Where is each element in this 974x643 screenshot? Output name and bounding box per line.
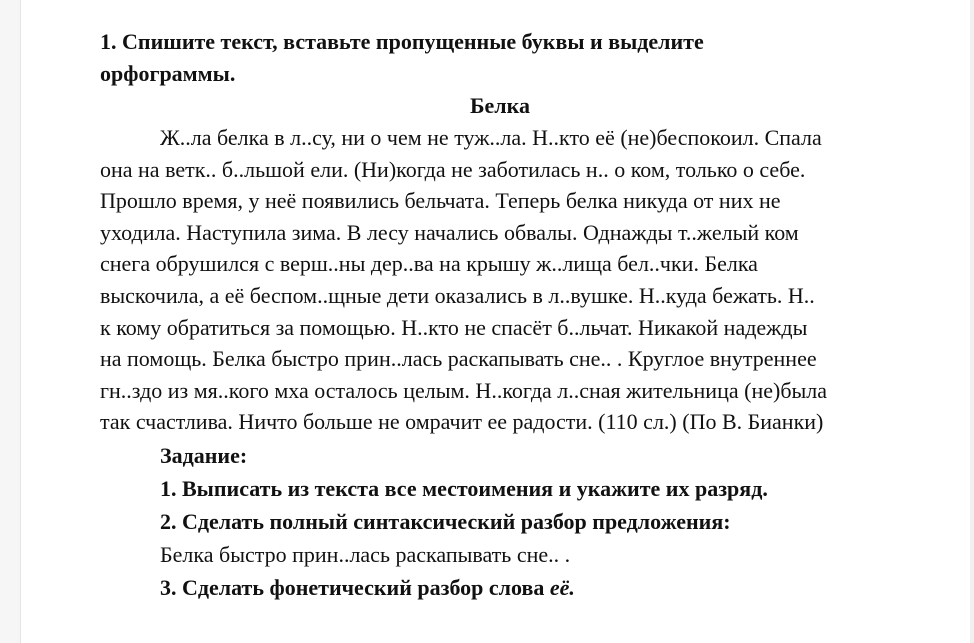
text-line: Прошло время, у неё появились бельчата. Теперь белка никуда от них не bbox=[100, 188, 781, 214]
task-label: Задание: bbox=[160, 442, 248, 468]
task-item-1: 1. Выписать из текста все местоимения и укажите их разряд. bbox=[160, 475, 768, 501]
task-item-3-text: 3. Сделать фонетический разбор слова bbox=[160, 574, 550, 600]
dictation-text bbox=[100, 122, 900, 438]
text-line: на помощь. Белка быстро прин..лась раскапывать сне.. . Круглое внутреннее bbox=[100, 346, 817, 372]
text-line: к кому обратиться за помощью. Н..кто не спасёт б..льчат. Никакой надежды bbox=[100, 314, 808, 340]
exercise-heading-line-2: орфограммы. bbox=[100, 61, 236, 86]
task-item-3 bbox=[160, 571, 900, 604]
task-item-3-word: её. bbox=[549, 574, 575, 600]
text-line: снега обрушился с верш..ны дер..ва на крышу ж..лища бел..чки. Белка bbox=[100, 251, 758, 277]
text-line: Ж..ла белка в л..су, ни о чем не туж..ла. Н..кто её (не)беспокоил. Спала bbox=[160, 125, 822, 150]
text-title: Белка bbox=[470, 93, 530, 118]
task-section bbox=[160, 439, 900, 604]
text-line: выскочила, а её беспом..щные дети оказались в л..вушке. Н..куда бежать. Н.. bbox=[100, 282, 815, 308]
text-line: гн..здо из мя..кого мха осталось целым. Н..когда л..сная жительница (не)была bbox=[100, 377, 828, 403]
right-page-margin bbox=[970, 0, 974, 643]
document-page bbox=[100, 26, 900, 604]
text-line: она на ветк.. б..льшой ели. (Ни)когда не заботилась н.. о ком, только о себе. bbox=[100, 156, 806, 182]
task-item-2: 2. Сделать полный синтаксический разбор предложения: bbox=[160, 508, 731, 534]
exercise-heading-line-1: 1. Спишите текст, вставьте пропущенные буквы и выделите bbox=[100, 29, 704, 54]
text-line: уходила. Наступила зима. В лесу начались обвалы. Однажды т..желый ком bbox=[100, 219, 799, 245]
left-page-margin bbox=[0, 0, 21, 643]
text-line: так счастлива. Ничто больше не омрачит ее радости. (110 сл.) (По В. Бианки) bbox=[100, 409, 824, 435]
exercise-heading bbox=[100, 26, 900, 90]
task-sentence: Белка быстро прин..лась раскапывать сне.. . bbox=[160, 541, 571, 567]
